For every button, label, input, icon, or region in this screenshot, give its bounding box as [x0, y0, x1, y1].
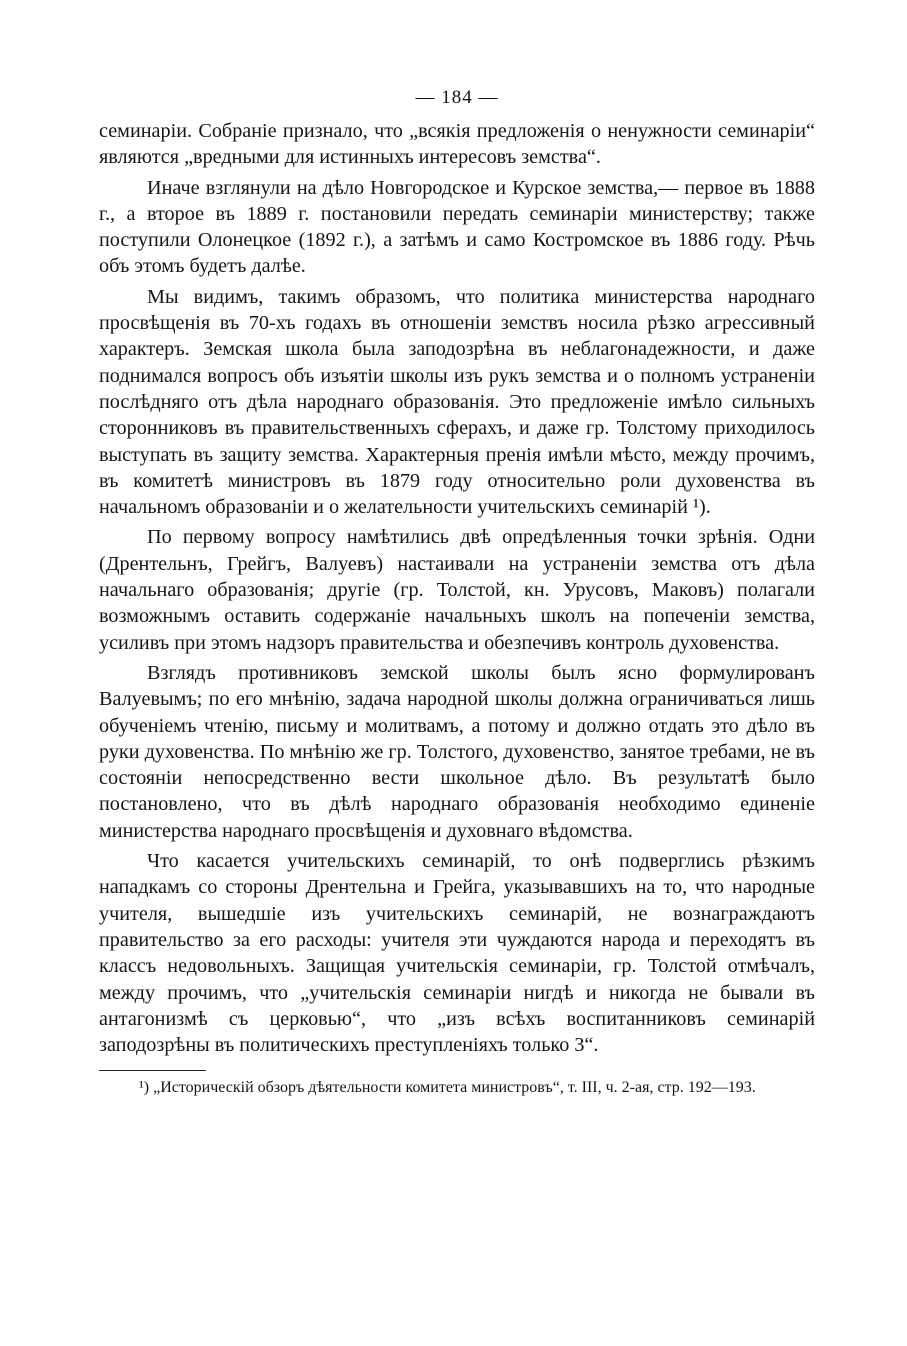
body-text: [99, 118, 815, 1058]
footnote-divider: [99, 1070, 206, 1071]
paragraph-4: По первому вопросу намѣтились двѣ опредѣленныя точки зрѣнія. Одни (Дрентельнъ, Грейгъ, Валуевъ) настаивали на устраненіи земства отъ дѣла начальнаго образованія; другіе (гр. Толстой, кн. Урусовъ, Маковъ) полагали возможнымъ оставить содержаніе начальныхъ школъ на попеченіи земства, усиливъ при этомъ надзоръ правительства и обезпечивъ контроль духовенства.: [99, 526, 815, 654]
paragraph-3: Мы видимъ, такимъ образомъ, что политика министерства народнаго просвѣщенія въ 70-хъ годахъ въ отношеніи земствъ носила рѣзко агрессивный характеръ. Земская школа была заподозрѣна въ неблагонадежности, и даже поднимался вопросъ объ изъятіи школы изъ рукъ земства и о полномъ устраненіи послѣдняго отъ дѣла народнаго образованія. Это предложеніе имѣло сильныхъ сторонниковъ въ правительственныхъ сферахъ, и даже гр. Толстому приходилось выступать въ защиту земства. Характерныя пренія имѣли мѣсто, между прочимъ, въ комитетѣ министровъ въ 1879 году относительно роли духовенства въ начальномъ образованіи и о желательности учительскихъ семинарій ¹).: [99, 285, 815, 519]
page-number: — 184 —: [415, 87, 499, 108]
paragraph-6: Что касается учительскихъ семинарій, то онѣ подверглись рѣзкимъ нападкамъ со стороны Дрентельна и Грейга, указывавшихъ на то, что народные учителя, вышедшіе изъ учительскихъ семинарій, не вознаграждаютъ правительство за его расходы: учителя эти чуждаются народа и переходятъ въ классъ недовольныхъ. Защищая учительскія семинаріи, гр. Толстой отмѣчалъ, между прочимъ, что „учительскія семинаріи нигдѣ и никогда не бывали въ антагонизмѣ съ церковью“, что „изъ всѣхъ воспитанниковъ семинарій заподозрѣны въ политическихъ преступленіяхъ только 3“.: [99, 850, 815, 1057]
footnote-text: ¹) „Историческій обзоръ дѣятельности комитета министровъ“, т. III, ч. 2-ая, стр. 192—193.: [139, 1079, 756, 1097]
footnote: [99, 1077, 815, 1099]
paragraph-2: Иначе взглянули на дѣло Новгородское и Курское земства,— первое въ 1888 г., а второе въ 1889 г. постановили передать семинаріи министерству; также поступили Олонецкое (1892 г.), а затѣмъ и само Костромское въ 1886 году. Рѣчь объ этомъ будетъ далѣе.: [99, 176, 815, 278]
paragraph-1: семинаріи. Собраніе признало, что „всякія предложенія о ненужности семинаріи“ являются „вредными для истинныхъ интересовъ земства“.: [99, 120, 815, 169]
paragraph-5: Взглядъ противниковъ земской школы былъ ясно формулированъ Валуевымъ; по его мнѣнію, задача народной школы должна ограничиваться лишь обученіемъ чтенію, письму и молитвамъ, а потому и должно отдать это дѣло въ руки духовенства. По мнѣнію же гр. Толстого, духовенство, занятое требами, не въ состояніи непосредственно вести школьное дѣло. Въ результатѣ было постановлено, что въ дѣлѣ народнаго образованія необходимо единеніе министерства народнаго просвѣщенія и духовнаго вѣдомства.: [99, 661, 815, 842]
